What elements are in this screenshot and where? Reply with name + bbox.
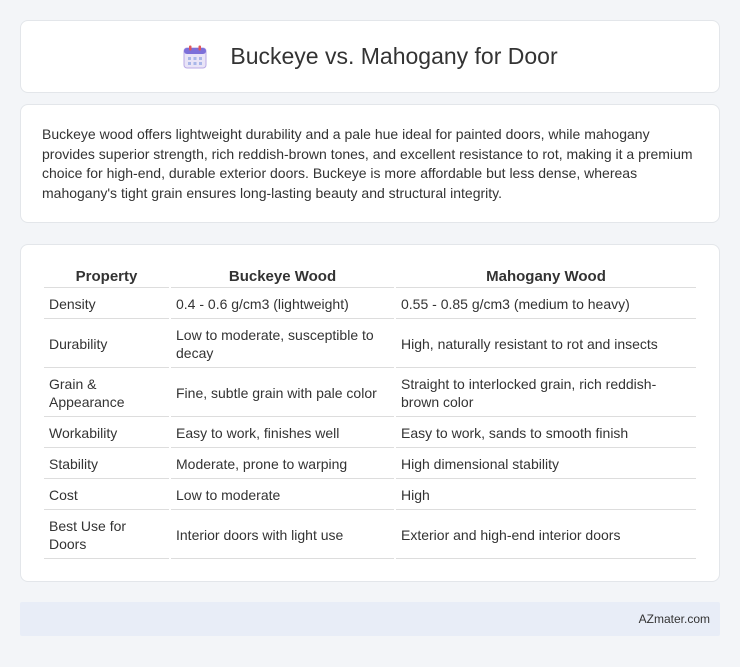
title-card: [20, 20, 720, 93]
header-property: Property: [44, 266, 169, 288]
intro-card: [20, 104, 720, 223]
cell-buckeye: Easy to work, finishes well: [171, 419, 394, 448]
cell-mahogany: High, naturally resistant to rot and insects: [396, 321, 696, 368]
page-title: Buckeye vs. Mahogany for Door: [230, 43, 558, 69]
cell-property: Grain & Appearance: [44, 370, 169, 417]
table-row: [44, 321, 696, 368]
calendar-icon: [182, 44, 208, 70]
cell-buckeye: Fine, subtle grain with pale color: [171, 370, 394, 417]
cell-mahogany: 0.55 - 0.85 g/cm3 (medium to heavy): [396, 290, 696, 319]
header-buckeye: Buckeye Wood: [171, 266, 394, 288]
cell-property: Density: [44, 290, 169, 319]
cell-buckeye: Low to moderate: [171, 481, 394, 510]
table-header-row: [44, 266, 696, 288]
cell-mahogany: Exterior and high-end interior doors: [396, 512, 696, 559]
cell-buckeye: Low to moderate, susceptible to decay: [171, 321, 394, 368]
cell-mahogany: High: [396, 481, 696, 510]
footer: [20, 602, 720, 636]
header-mahogany: Mahogany Wood: [396, 266, 696, 288]
cell-buckeye: Interior doors with light use: [171, 512, 394, 559]
table-row: [44, 419, 696, 448]
cell-mahogany: Straight to interlocked grain, rich reddish-brown color: [396, 370, 696, 417]
cell-mahogany: Easy to work, sands to smooth finish: [396, 419, 696, 448]
cell-property: Durability: [44, 321, 169, 368]
cell-property: Workability: [44, 419, 169, 448]
cell-property: Best Use for Doors: [44, 512, 169, 559]
cell-mahogany: High dimensional stability: [396, 450, 696, 479]
table-row: [44, 290, 696, 319]
table-row: [44, 450, 696, 479]
table-row: [44, 370, 696, 417]
comparison-table-card: [20, 244, 720, 582]
cell-buckeye: 0.4 - 0.6 g/cm3 (lightweight): [171, 290, 394, 319]
cell-property: Cost: [44, 481, 169, 510]
comparison-table: [42, 264, 698, 561]
footer-brand: AZmater.com: [638, 612, 710, 626]
table-row: [44, 512, 696, 559]
table-row: [44, 481, 696, 510]
cell-property: Stability: [44, 450, 169, 479]
cell-buckeye: Moderate, prone to warping: [171, 450, 394, 479]
intro-text: Buckeye wood offers lightweight durability and a pale hue ideal for painted doors, while mahogany provides superior strength, rich reddish-brown tones, and excellent resistance to rot, making it a premium choice for high-end, durable exterior doors. Buckeye is more affordable but less dense, whereas mahogany's tight grain ensures long-lasting beauty and structural integrity.: [42, 126, 693, 201]
